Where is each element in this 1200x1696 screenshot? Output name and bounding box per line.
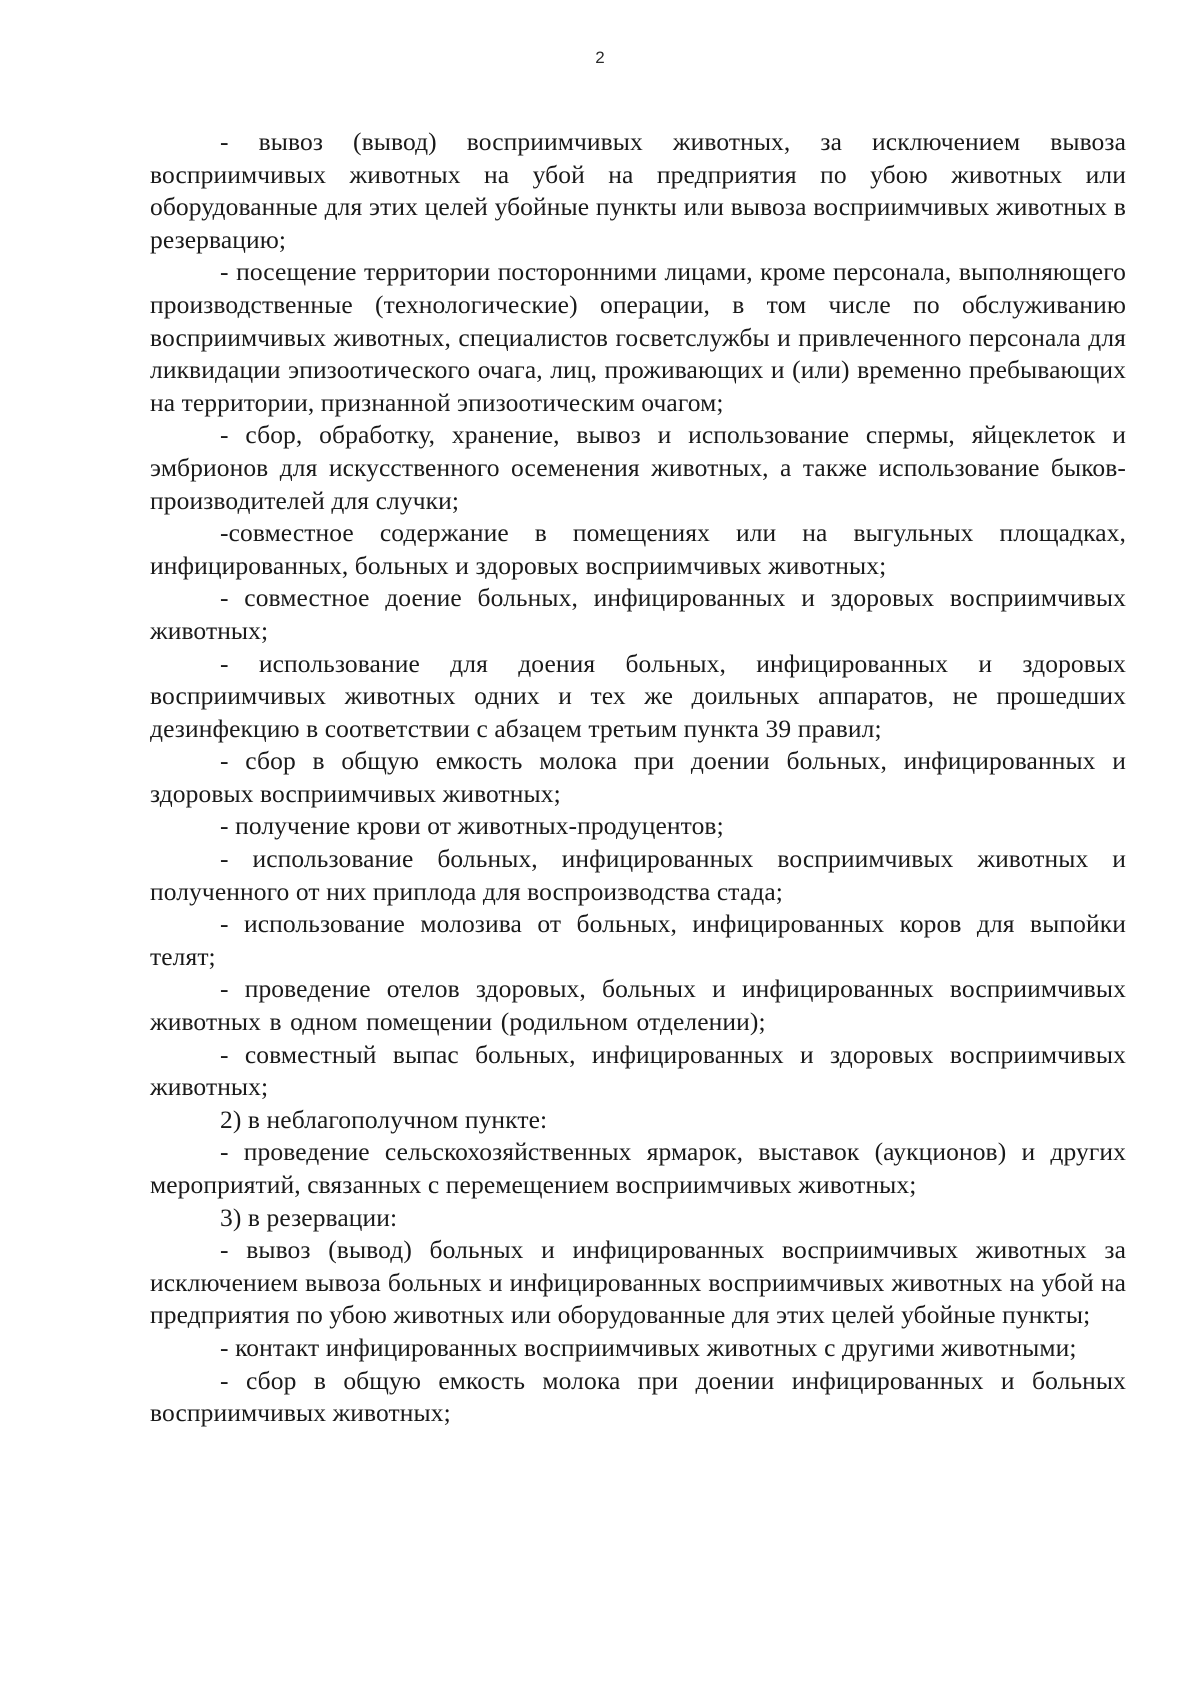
paragraph-milking-machines: - использование для доения больных, инфицированных и здоровых восприимчивых животных одних и тех же доильных аппаратов, не прошедших дезинфекцию в соответствии с абзацем третьим пункта 39 правил; bbox=[150, 648, 1126, 743]
paragraph-joint-milking: - совместное доение больных, инфицированных и здоровых восприимчивых животных; bbox=[150, 583, 1126, 645]
paragraph-fairs-exhibitions: - проведение сельскохозяйственных ярмарок, выставок (аукционов) и других мероприятий, связанных с перемещением восприимчивых животных; bbox=[150, 1137, 1126, 1199]
paragraph-blood-collection: - получение крови от животных-продуцентов; bbox=[220, 811, 724, 841]
paragraph-heading-reservation: 3) в резервации: bbox=[220, 1202, 398, 1232]
paragraph-joint-keeping: -совместное содержание в помещениях или на выгульных площадках, инфицированных, больных и здоровых восприимчивых животных; bbox=[150, 518, 1126, 580]
page-number: 2 bbox=[595, 48, 605, 67]
paragraph-joint-grazing: - совместный выпас больных, инфицированных и здоровых восприимчивых животных; bbox=[150, 1039, 1126, 1102]
paragraph-sperm-embryos: - сбор, обработку, хранение, вывоз и использование спермы, яйцеклеток и эмбрионов для искусственного осеменения животных, а также использование быков-производителей для случки; bbox=[150, 420, 1126, 515]
document-body bbox=[150, 126, 1126, 1430]
paragraph-colostrum: - использование молозива от больных, инфицированных коров для выпойки телят; bbox=[150, 909, 1126, 971]
paragraph-heading-unfavorable-point: 2) в неблагополучном пункте: bbox=[220, 1104, 548, 1134]
paragraph-milk-collection-reservation: - сбор в общую емкость молока при доении инфицированных и больных восприимчивых животных; bbox=[150, 1365, 1126, 1428]
paragraph-milk-collection: - сбор в общую емкость молока при доении больных, инфицированных и здоровых восприимчивых животных; bbox=[150, 746, 1126, 808]
paragraph-export-animals: - вывоз (вывод) восприимчивых животных, за исключением вывоза восприимчивых животных на убой на предприятия по убою животных или оборудованные для этих целей убойные пункты или вывоза восприимчивых животных в резервацию; bbox=[150, 127, 1126, 254]
paragraph-contact-animals: - контакт инфицированных восприимчивых животных с другими животными; bbox=[220, 1332, 1077, 1362]
paragraph-calving: - проведение отелов здоровых, больных и инфицированных восприимчивых животных в одном помещении (родильном отделении); bbox=[150, 974, 1126, 1037]
paragraph-visits-territory: - посещение территории посторонними лицами, кроме персонала, выполняющего производственные (технологические) операции, в том числе по обслуживанию восприимчивых животных, специалистов госветслужбы и привлеченного персонала для ликвидации эпизоотического очага, лиц, проживающих и (или) временно пребывающих на территории, признанной эпизоотическим очагом; bbox=[150, 257, 1126, 417]
paragraph-export-sick-animals: - вывоз (вывод) больных и инфицированных восприимчивых животных за исключением вывоза больных и инфицированных восприимчивых животных на убой на предприятия по убою животных или оборудованные для этих целей убойные пункты; bbox=[150, 1235, 1126, 1330]
paragraph-herd-reproduction: - использование больных, инфицированных восприимчивых животных и полученного от них приплода для воспроизводства стада; bbox=[150, 844, 1126, 906]
